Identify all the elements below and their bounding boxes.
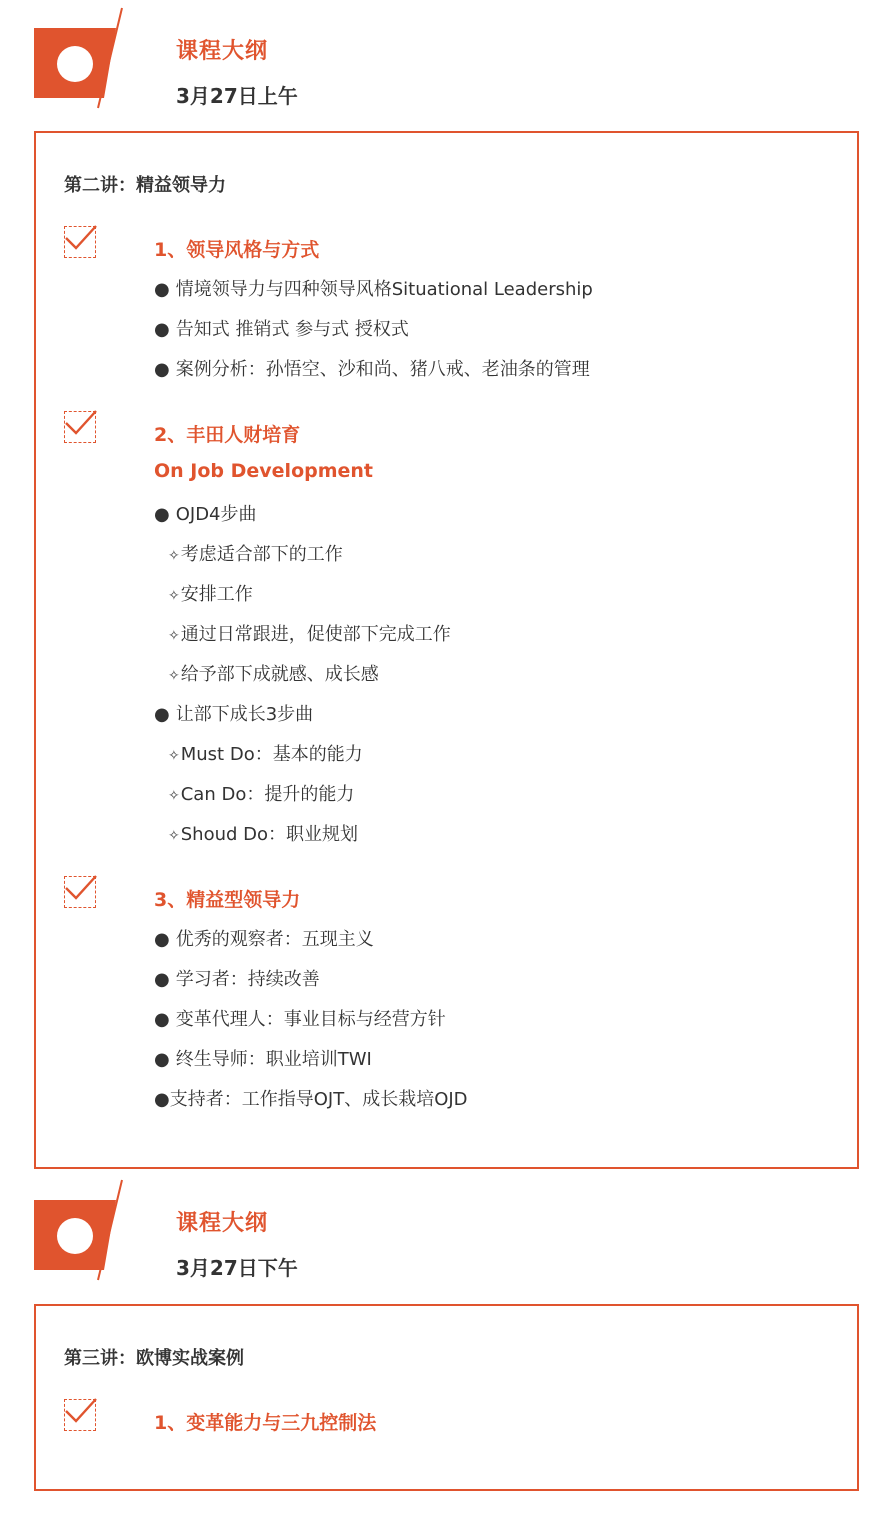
list-item: ● 告知式 推销式 参与式 授权式 <box>154 319 409 340</box>
check-icon <box>64 1399 96 1431</box>
list-item: ● 变革代理人：事业目标与经营方针 <box>154 1009 446 1030</box>
header-date: 3月27日上午 <box>176 84 298 108</box>
list-item: ● OJD4步曲 <box>154 504 257 525</box>
topic-title: 2、丰田人财培育 <box>154 424 301 446</box>
header-title: 课程大纲 <box>176 1211 269 1236</box>
sub-list-item: ✧Can Do：提升的能力 <box>168 784 355 805</box>
sub-list-item: ✧通过日常跟进，促使部下完成工作 <box>168 624 451 645</box>
topic-subtitle: On Job Development <box>154 460 374 482</box>
list-item: ● 终生导师：职业培训TWI <box>154 1049 372 1070</box>
topic-title: 1、领导风格与方式 <box>154 239 320 261</box>
sub-list-item: ✧Must Do：基本的能力 <box>168 744 363 765</box>
header-date: 3月27日下午 <box>176 1256 298 1280</box>
section-header-2 <box>0 1178 893 1288</box>
list-item: ● 优秀的观察者：五现主义 <box>154 929 374 950</box>
check-icon <box>64 876 96 908</box>
outline-card-2 <box>34 1304 859 1491</box>
lecture-title: 第二讲：精益领导力 <box>64 175 226 196</box>
sub-list-item: ✧Shoud Do：职业规划 <box>168 824 359 845</box>
header-badge-icon <box>0 6 130 110</box>
sub-list-item: ✧考虑适合部下的工作 <box>168 544 343 565</box>
header-title: 课程大纲 <box>176 39 269 64</box>
header-badge-icon <box>0 1178 130 1282</box>
outline-card-1 <box>34 131 859 1169</box>
topic-title: 1、变革能力与三九控制法 <box>154 1412 377 1434</box>
list-item: ● 情境领导力与四种领导风格Situational Leadership <box>154 279 593 300</box>
topic-title: 3、精益型领导力 <box>154 889 301 911</box>
sub-list-item: ✧给予部下成就感、成长感 <box>168 664 379 685</box>
list-item: ● 让部下成长3步曲 <box>154 704 314 725</box>
list-item: ●支持者：工作指导OJT、成长栽培OJD <box>154 1089 468 1110</box>
check-icon <box>64 226 96 258</box>
list-item: ● 案例分析：孙悟空、沙和尚、猪八戒、老油条的管理 <box>154 359 590 380</box>
check-icon <box>64 411 96 443</box>
lecture-title: 第三讲：欧博实战案例 <box>64 1348 244 1369</box>
list-item: ● 学习者：持续改善 <box>154 969 320 990</box>
section-header-1 <box>0 6 893 116</box>
sub-list-item: ✧安排工作 <box>168 584 253 605</box>
